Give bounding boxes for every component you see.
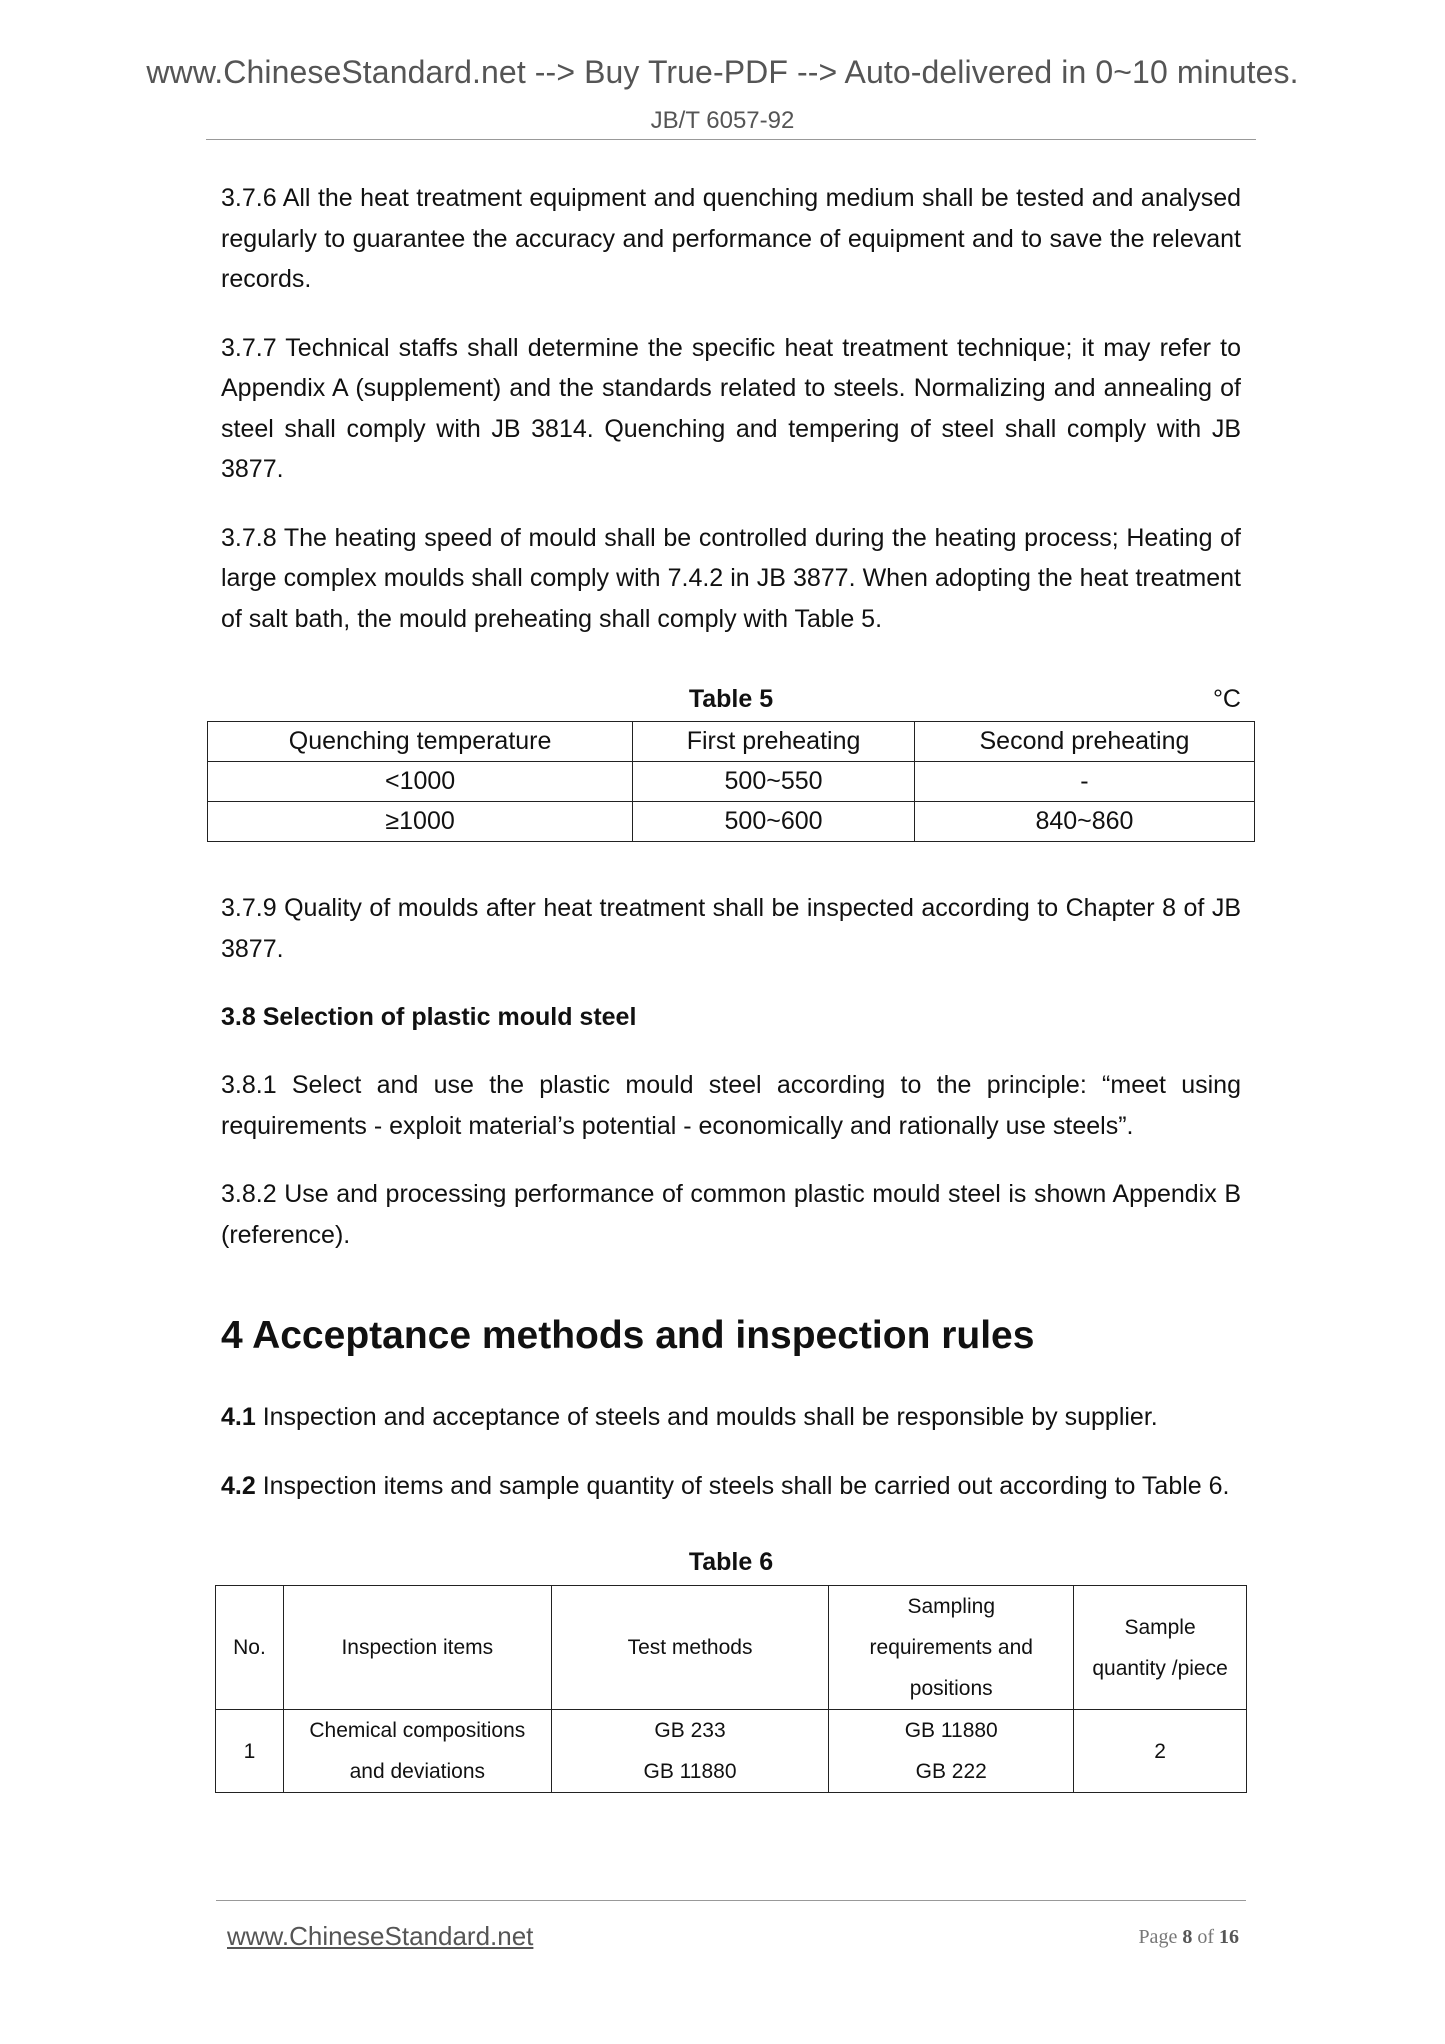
table5-header-cell: Second preheating bbox=[914, 722, 1254, 762]
table5-cell: 500~600 bbox=[633, 802, 915, 842]
table6-cell-no: 1 bbox=[216, 1710, 284, 1793]
cell-line: GB 11880 bbox=[643, 1760, 737, 1783]
footer-divider bbox=[216, 1900, 1246, 1901]
table6-cell-quantity: 2 bbox=[1074, 1710, 1247, 1793]
table-row bbox=[216, 1710, 1247, 1793]
table-row bbox=[208, 802, 1255, 842]
header-line: positions bbox=[909, 1677, 993, 1700]
page-total: 16 bbox=[1219, 1926, 1239, 1948]
table6-cell-sampling bbox=[829, 1710, 1074, 1793]
chapter-heading-4: 4 Acceptance methods and inspection rules bbox=[221, 1314, 1035, 1357]
table6-header-no: No. bbox=[216, 1586, 284, 1710]
table6-cell-items bbox=[283, 1710, 551, 1793]
table5-caption: Table 5 bbox=[688, 685, 774, 713]
clause-4-1-text: Inspection and acceptance of steels and moulds shall be responsible by supplier. bbox=[255, 1403, 1158, 1431]
header-line: requirements and bbox=[869, 1636, 1033, 1659]
table5-cell: <1000 bbox=[208, 762, 633, 802]
table6-header-quantity bbox=[1074, 1586, 1247, 1710]
clause-3-7-6: 3.7.6 All the heat treatment equipment and quenching medium shall be tested and analysed regularly to guarantee the accuracy and performance of equipment and to save the relevant records. bbox=[221, 184, 1241, 293]
clause-4-2-text: Inspection items and sample quantity of steels shall be carried out according to Table 6. bbox=[255, 1471, 1230, 1500]
table5-header-cell: Quenching temperature bbox=[208, 722, 633, 762]
table-5 bbox=[207, 721, 1255, 842]
table5-cell: ≥1000 bbox=[208, 802, 633, 842]
page-of: of bbox=[1192, 1926, 1219, 1948]
table-row bbox=[208, 762, 1255, 802]
table6-header-row bbox=[216, 1586, 1247, 1710]
table5-cell: 840~860 bbox=[914, 802, 1254, 842]
table5-caption-row bbox=[221, 685, 1241, 715]
page-number bbox=[1138, 1926, 1239, 1949]
clause-4-2-number: 4.2 bbox=[221, 1471, 256, 1500]
table6-header-methods: Test methods bbox=[551, 1586, 829, 1710]
cell-line: and deviations bbox=[349, 1760, 486, 1783]
clause-4-2 bbox=[221, 1466, 1241, 1507]
page-label: Page bbox=[1138, 1926, 1183, 1948]
table6-header-items: Inspection items bbox=[283, 1586, 551, 1710]
cell-line: GB 222 bbox=[915, 1760, 987, 1783]
table5-header-cell: First preheating bbox=[633, 722, 915, 762]
table6-cell-methods bbox=[551, 1710, 829, 1793]
clause-3-8-1: 3.8.1 Select and use the plastic mould steel according to the principle: “meet using requirements - exploit material’s potential - economically and rationally use steels”. bbox=[221, 1071, 1241, 1140]
header-divider bbox=[206, 139, 1256, 140]
header-line: Sample bbox=[1124, 1615, 1196, 1639]
page-current: 8 bbox=[1182, 1926, 1193, 1948]
clause-3-7-7: 3.7.7 Technical staffs shall determine the specific heat treatment technique; it may refer to Appendix A (supplement) and the standards related to steels. Normalizing and annealing of steel shall comply with JB 3814. Quenching and tempering of steel shall comply with JB 3877. bbox=[221, 333, 1241, 483]
section-heading-3-8: 3.8 Selection of plastic mould steel bbox=[221, 1003, 637, 1031]
header-banner: www.ChineseStandard.net --> Buy True-PDF --> Auto-delivered in 0~10 minutes. bbox=[146, 54, 1299, 90]
table6-caption: Table 6 bbox=[688, 1548, 774, 1576]
document-id: JB/T 6057-92 bbox=[650, 107, 795, 134]
header-line: Sampling bbox=[907, 1595, 996, 1618]
clause-4-1-number: 4.1 bbox=[221, 1403, 256, 1431]
table6-header-sampling bbox=[829, 1586, 1074, 1710]
cell-line: GB 11880 bbox=[904, 1719, 998, 1742]
table5-cell: - bbox=[914, 762, 1254, 802]
header-line: quantity /piece bbox=[1092, 1656, 1228, 1680]
clause-4-1 bbox=[221, 1397, 1241, 1438]
clause-3-8-2: 3.8.2 Use and processing performance of common plastic mould steel is shown Appendix B (reference). bbox=[221, 1180, 1241, 1249]
cell-line: Chemical compositions bbox=[309, 1719, 526, 1742]
footer-website-link[interactable]: www.ChineseStandard.net bbox=[227, 1921, 534, 1951]
cell-line: GB 233 bbox=[654, 1719, 726, 1742]
table5-header-row bbox=[208, 722, 1255, 762]
table5-unit: °C bbox=[1212, 685, 1241, 713]
clause-3-7-8: 3.7.8 The heating speed of mould shall be controlled during the heating process; Heating of large complex moulds shall comply with 7.4.2 in JB 3877. When adopting the heat treatment of salt bath, the mould preheating shall comply with Table 5. bbox=[221, 523, 1241, 633]
clause-3-7-9: 3.7.9 Quality of moulds after heat treatment shall be inspected according to Chapter 8 of JB 3877. bbox=[221, 894, 1241, 963]
page-body bbox=[221, 178, 1241, 1793]
table5-cell: 500~550 bbox=[633, 762, 915, 802]
table-6 bbox=[215, 1585, 1247, 1793]
